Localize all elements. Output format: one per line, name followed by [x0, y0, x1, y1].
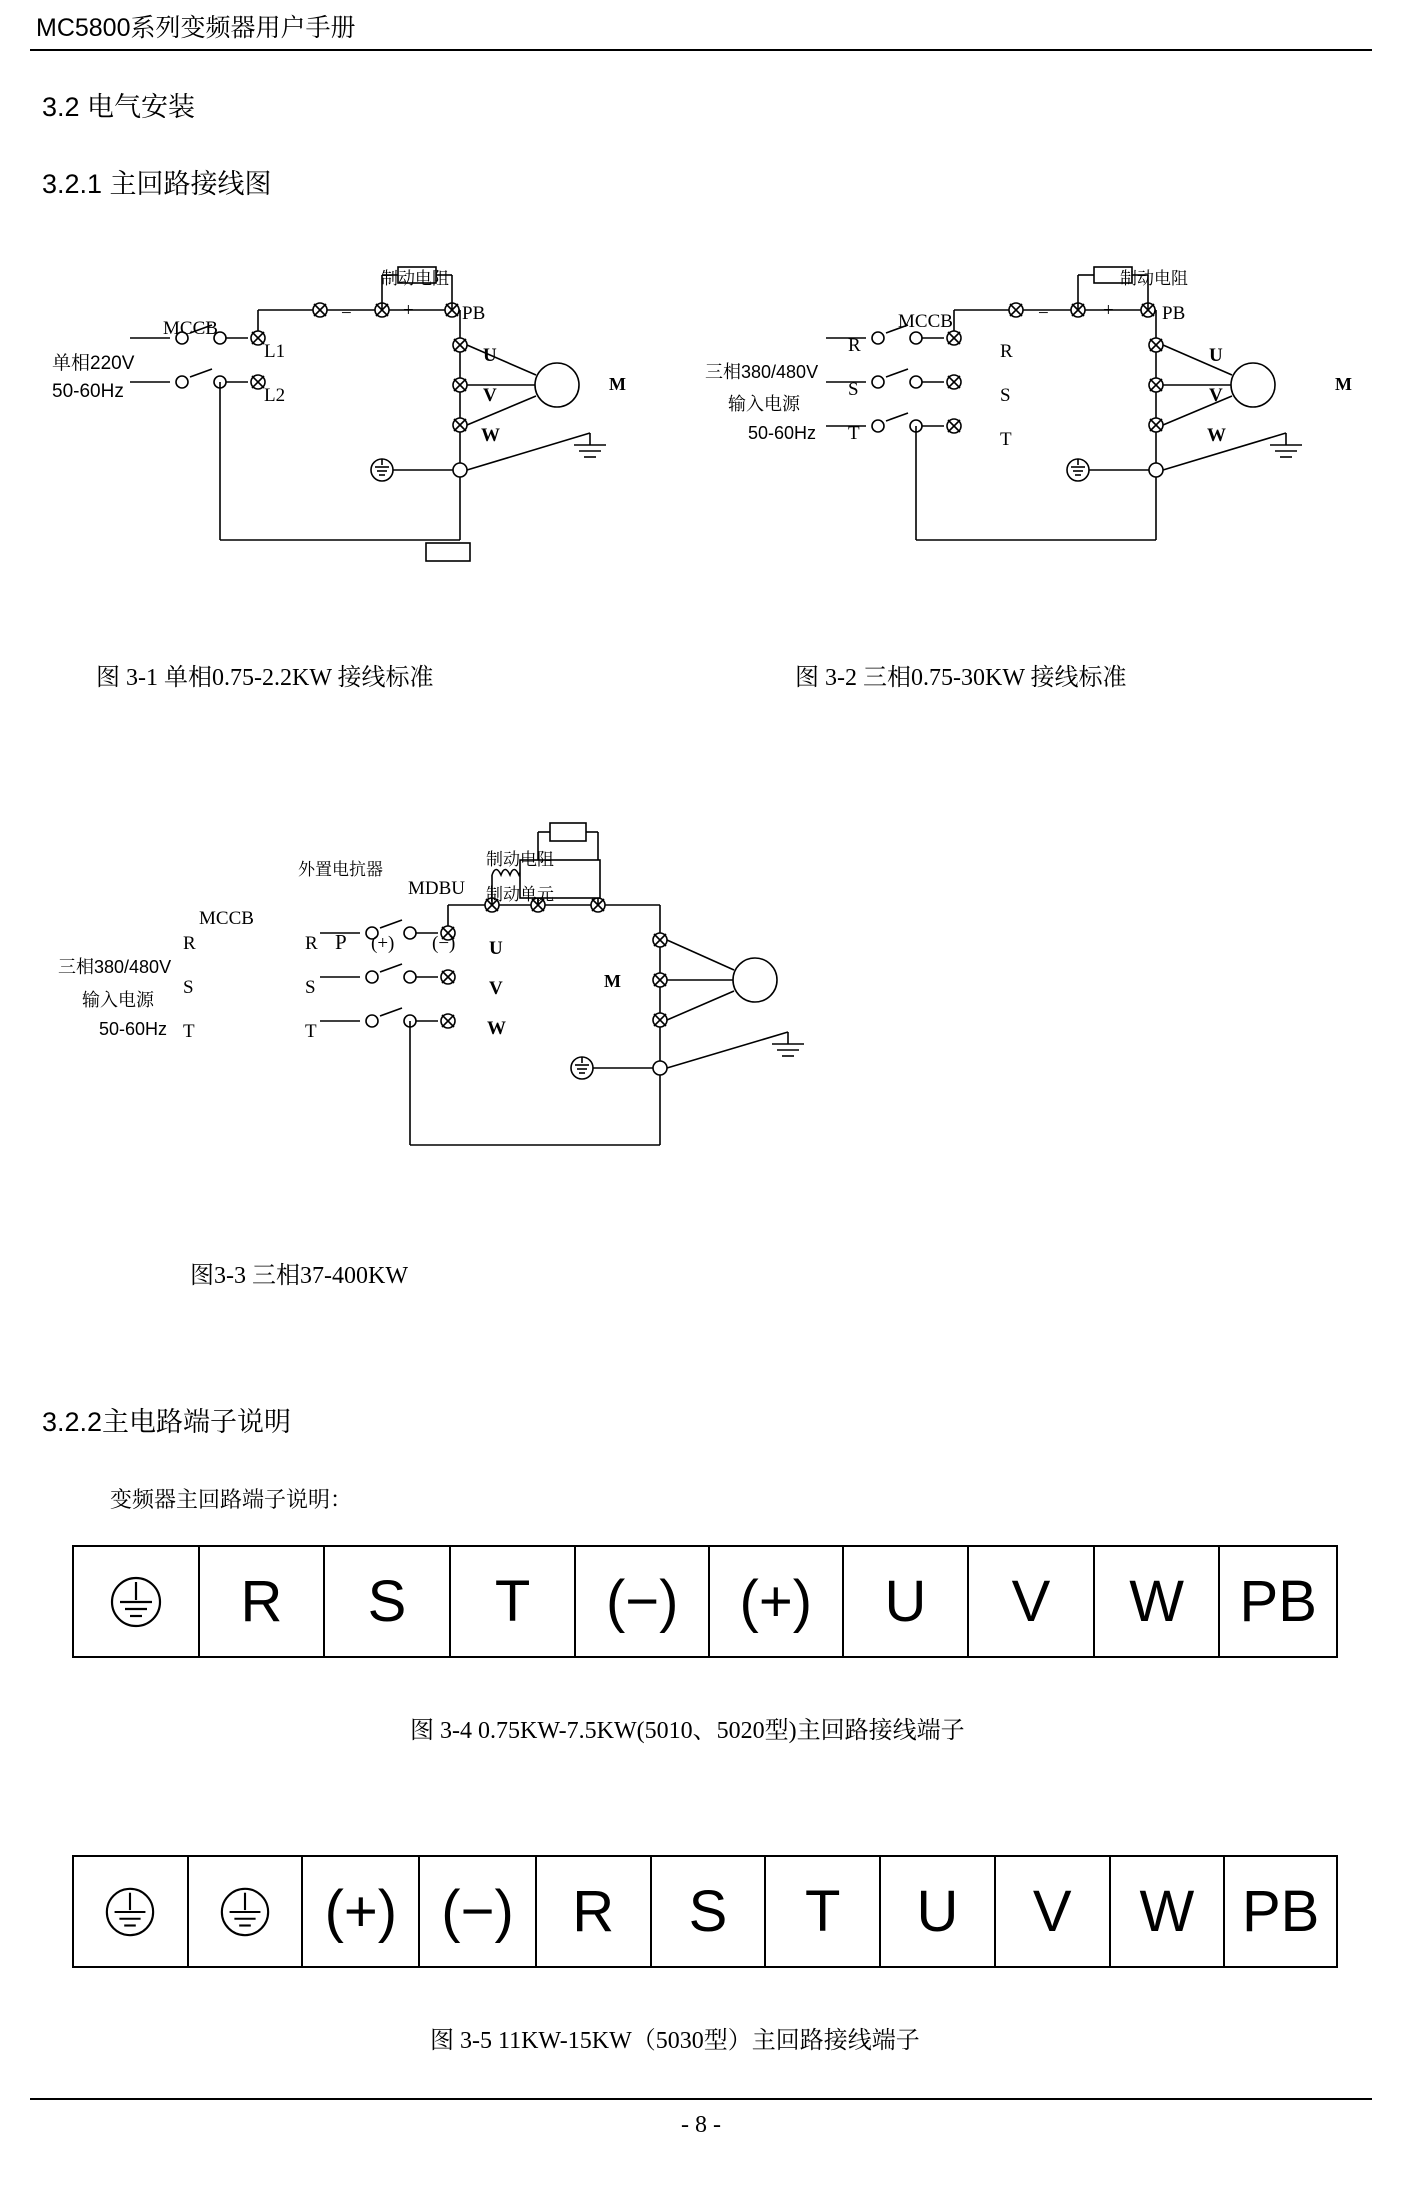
- d3-mccb-label: MCCB: [199, 908, 254, 929]
- d3-input-R: R: [183, 933, 196, 954]
- terminal-strip-5010-5020: [72, 1545, 1338, 1658]
- footer-divider: [30, 2098, 1372, 2100]
- figure-caption-3-5: 图 3-5 11KW-15KW（5030型）主回路接线端子: [430, 2028, 920, 2054]
- terminal-cell-R: R: [537, 1857, 652, 1966]
- figure-caption-3-3: 图3-3 三相37-400KW: [190, 1263, 408, 1289]
- figure-caption-3-4: 图 3-4 0.75KW-7.5KW(5010、5020型)主回路接线端子: [410, 1718, 965, 1744]
- d3-terminal-plus: (+): [371, 933, 395, 954]
- figure-caption-3-2: 图 3-2 三相0.75-30KW 接线标准: [795, 665, 1127, 691]
- figure-caption-3-1: 图 3-1 单相0.75-2.2KW 接线标准: [96, 665, 434, 691]
- d2-input-R: R: [848, 335, 861, 356]
- d3-output-V: V: [489, 978, 503, 999]
- d3-input-S: S: [183, 977, 194, 998]
- terminal-cell-S: S: [652, 1857, 767, 1966]
- d2-output-W: W: [1207, 425, 1226, 446]
- d2-output-U: U: [1209, 345, 1223, 366]
- terminal-cell-PB: PB: [1239, 1569, 1317, 1634]
- d3-terminal-S: S: [305, 977, 316, 998]
- page-header: [30, 8, 1372, 51]
- d2-terminal-minus: −: [1038, 303, 1049, 324]
- terminal-cell-T: T: [451, 1547, 577, 1656]
- terminal-cell-PB: PB: [1241, 1879, 1320, 1944]
- terminal-cell-plus: (+): [710, 1547, 844, 1656]
- terminal-description-text: 变频器主回路端子说明：: [110, 1487, 353, 1512]
- terminal-cell-T: T: [766, 1857, 881, 1966]
- d3-source-line3: 50-60Hz: [99, 1019, 168, 1039]
- d3-source-line1: 三相380/480V: [58, 957, 172, 977]
- d3-motor-label: M: [604, 971, 621, 991]
- d3-terminal-R: R: [305, 933, 318, 954]
- terminal-cell-ground-1: [74, 1857, 189, 1966]
- d3-source-line2: 输入电源: [82, 990, 154, 1010]
- d2-output-V: V: [1209, 385, 1223, 406]
- d2-input-T: T: [848, 423, 860, 444]
- d3-output-U: U: [489, 938, 503, 959]
- terminal-cell-ground: [74, 1547, 200, 1656]
- d3-output-W: W: [487, 1018, 506, 1039]
- terminal-cell-V: V: [996, 1857, 1111, 1966]
- terminal-cell-S: S: [325, 1547, 451, 1656]
- d1-brake-resistor-label: 制动电阻: [381, 269, 449, 288]
- d2-terminal-plus: +: [1103, 300, 1114, 321]
- terminal-cell-ground-2: [189, 1857, 304, 1966]
- d1-output-W: W: [481, 425, 500, 446]
- d3-terminal-P: P: [335, 930, 347, 954]
- d2-mccb-label: MCCB: [898, 311, 953, 332]
- terminal-cell-U: U: [881, 1857, 996, 1966]
- d1-mccb-label: MCCB: [163, 318, 218, 339]
- d1-terminal-minus: −: [341, 303, 352, 324]
- d3-brake-resistor-label: 制动电阻: [486, 850, 554, 869]
- terminal-cell-V: V: [969, 1547, 1095, 1656]
- header-title: MC5800系列变频器用户手册: [36, 14, 356, 42]
- d3-reactor-label: 外置电抗器: [298, 860, 383, 879]
- d1-source-line1: 单相220V: [52, 353, 135, 374]
- d3-input-T: T: [183, 1021, 195, 1042]
- terminal-strip-5030: [72, 1855, 1338, 1968]
- d1-source-line2: 50-60Hz: [52, 381, 124, 402]
- d3-mdbu-label: MDBU: [408, 878, 466, 899]
- d2-terminal-T: T: [1000, 429, 1012, 450]
- d1-terminal-L2: L2: [264, 385, 286, 406]
- d2-source-line1: 三相380/480V: [705, 362, 819, 382]
- terminal-cell-R: R: [200, 1547, 326, 1656]
- terminal-cell-W: W: [1111, 1857, 1226, 1966]
- heading-3-2-1: 3.2.1 主回路接线图: [42, 169, 272, 199]
- d2-source-line3: 50-60Hz: [748, 423, 817, 443]
- d1-terminal-PB: PB: [462, 303, 486, 324]
- page-number: - 8 -: [681, 2112, 721, 2138]
- d2-source-line2: 输入电源: [728, 394, 800, 414]
- terminal-cell-U: U: [844, 1547, 970, 1656]
- d2-input-S: S: [848, 379, 859, 400]
- d1-motor-label: M: [609, 374, 626, 394]
- d2-motor-label: M: [1335, 374, 1352, 394]
- d2-terminal-S: S: [1000, 385, 1011, 406]
- terminal-cell-plus: (+): [303, 1857, 420, 1966]
- terminal-cell-minus: (−): [420, 1857, 537, 1966]
- d3-terminal-minus: (−): [432, 933, 456, 954]
- terminal-cell-minus: (−): [576, 1547, 710, 1656]
- header-divider: [30, 49, 1372, 51]
- d2-brake-resistor-label: 制动电阻: [1120, 269, 1188, 288]
- d3-terminal-T: T: [305, 1021, 317, 1042]
- d1-terminal-L1: L1: [264, 341, 286, 362]
- d2-terminal-R: R: [1000, 341, 1013, 362]
- d1-output-V: V: [483, 385, 497, 406]
- heading-3-2: 3.2 电气安装: [42, 92, 196, 122]
- terminal-cell-W: W: [1095, 1547, 1221, 1656]
- d1-output-U: U: [483, 345, 497, 366]
- heading-3-2-2: 3.2.2主电路端子说明: [42, 1407, 292, 1437]
- d2-terminal-PB: PB: [1162, 303, 1186, 324]
- d1-terminal-plus: +: [403, 300, 414, 321]
- d3-brake-unit-label: 制动单元: [486, 885, 554, 904]
